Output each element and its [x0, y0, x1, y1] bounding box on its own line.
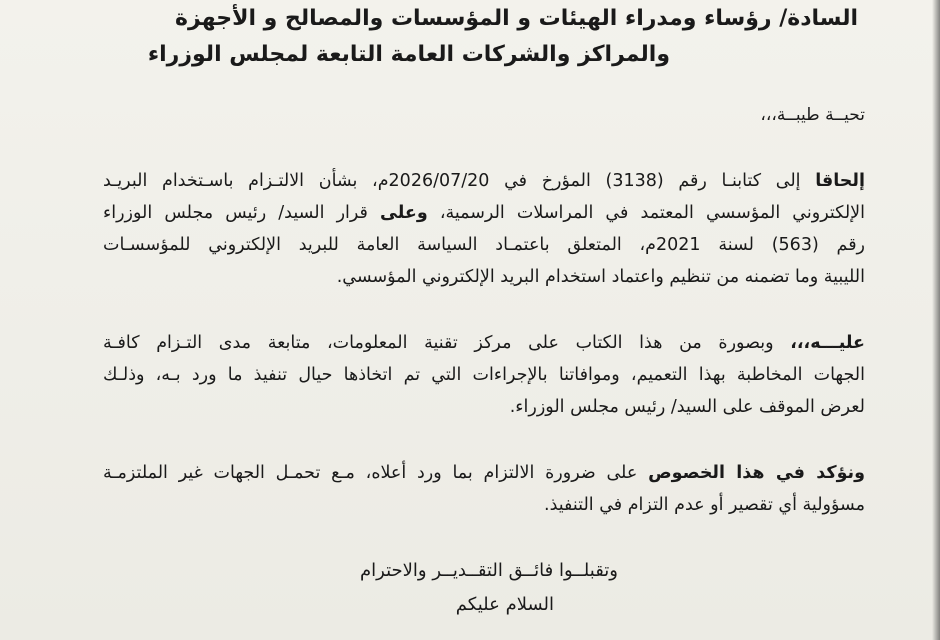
- page-edge-shadow: [932, 0, 940, 640]
- paragraph-2-line-2: الجهات المخاطبة بهذا التعميم، وموافاتنا بالإجراءات التي تم اتخاذها حيال تنفيذ ما ورد بـه، وذلـك: [103, 365, 865, 385]
- paragraph-2-lead: عليـــه،،،: [790, 333, 865, 353]
- paragraph-2-line-1: [103, 332, 865, 354]
- addressee-line-2: والمراكز والشركات العامة التابعة لمجلس الوزراء: [147, 42, 670, 67]
- addressee-line-1: السادة/ رؤساء ومدراء الهيئات و المؤسسات والمصالح و الأجهزة: [175, 6, 858, 31]
- paragraph-3-line-2: مسؤولية أي تقصير أو عدم التزام في التنفيذ.: [544, 495, 865, 515]
- closing-line-2: السلام عليكم: [455, 594, 554, 615]
- closing-line-1: وتقبلــوا فائــق التقــديــر والاحترام: [360, 560, 618, 581]
- paragraph-1-line-2-bold: وعلى: [380, 203, 428, 223]
- paragraph-1-line-1: [103, 170, 865, 192]
- paragraph-3-lead: ونؤكد في هذا الخصوص: [648, 463, 865, 483]
- paragraph-1-line-2-start: الإلكتروني المؤسسي المعتمد في المراسلات الرسمية،: [427, 203, 865, 223]
- paragraph-1-line-1-text: إلى كتابنـا رقم (3138) المؤرخ في 2026/07/20م، بشأن الالتـزام باسـتخدام البريـد: [103, 171, 816, 191]
- greeting: تحيــة طيبــة،،،: [760, 105, 865, 125]
- paragraph-1-line-3: رقم (563) لسنة 2021م، المتعلق باعتمـاد السياسة العامة للبريد الإلكتروني للمؤسسـات: [103, 235, 866, 255]
- paragraph-1-lead: إلحاقا: [815, 171, 865, 191]
- paragraph-3-line-1: [103, 462, 865, 484]
- paragraph-2-line-3: لعرض الموقف على السيد/ رئيس مجلس الوزراء.: [509, 397, 865, 417]
- paragraph-3-line-1-text: على ضرورة الالتزام بما ورد أعلاه، مـع تحمـل الجهات غير الملتزمـة: [103, 463, 649, 483]
- paragraph-2-line-1-text: وبصورة من هذا الكتاب على مركز تقنية المعلومات، متابعة مدى التـزام كافـة: [103, 333, 791, 353]
- paragraph-1-line-2: [103, 202, 865, 224]
- paragraph-1-line-2-end: قرار السيد/ رئيس مجلس الوزراء: [103, 203, 381, 223]
- paragraph-1-line-4: الليبية وما تضمنه من تنظيم واعتماد استخدام البريد الإلكتروني المؤسسي.: [336, 267, 865, 287]
